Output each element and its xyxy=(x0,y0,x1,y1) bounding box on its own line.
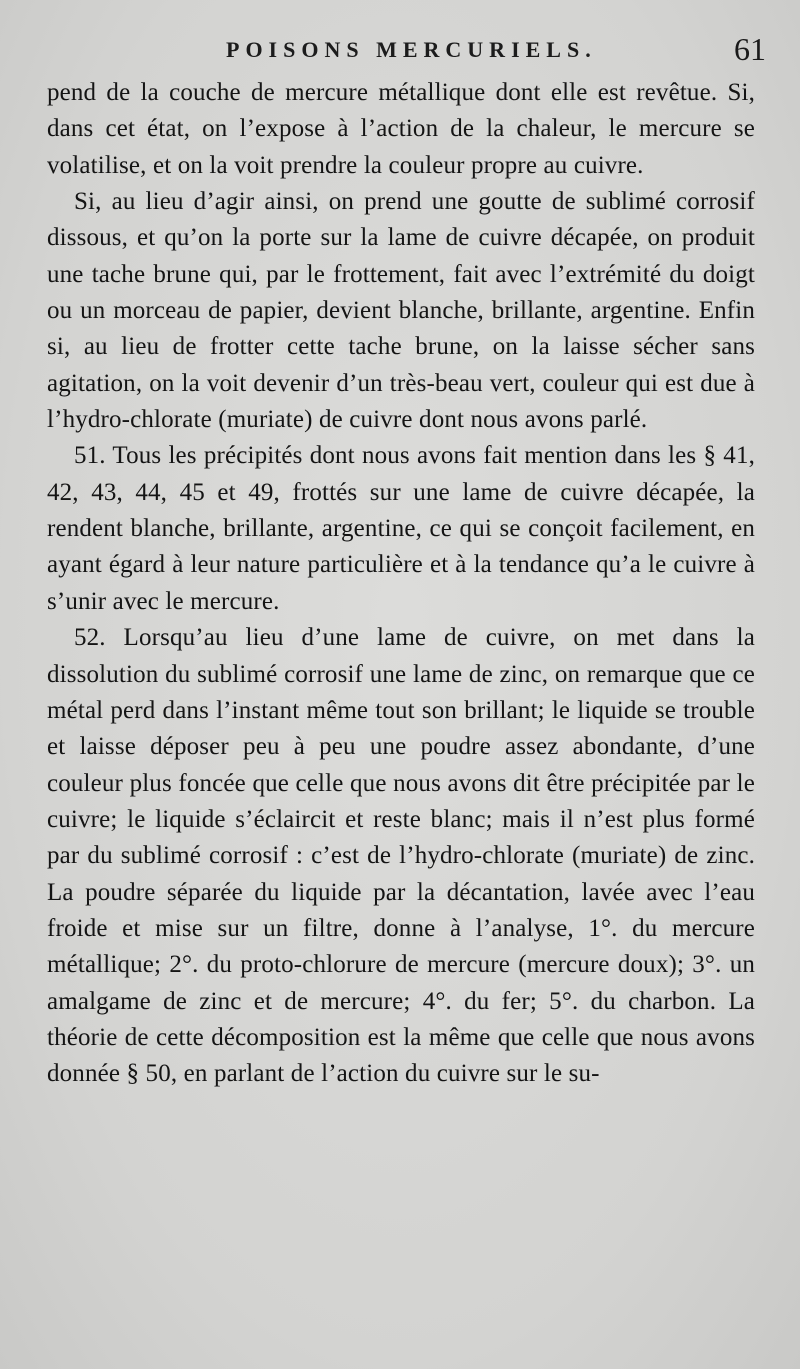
running-head: POISONS MERCURIELS. xyxy=(226,37,597,62)
paragraph-sublime-goutte: Si, au lieu d’agir ainsi, on prend une goutte de sublimé corrosif dissous, et qu’on la porte sur la lame de cuivre décapée, on produit une tache brune qui, par le frottement, fait avec l’extrémité du doigt ou un morceau de papier, devient blanche, brillante, argentine. Enfin si, au lieu de frotter cette tache brune, on la laisse sécher sans agitation, on la voit devenir d’un très-beau vert, couleur qui est due à l’hydro-chlorate (muriate) de cuivre dont nous avons parlé. xyxy=(47,188,755,434)
page-header xyxy=(46,33,766,67)
text-body xyxy=(47,75,755,1093)
paragraph-continuation: pend de la couche de mercure métallique dont elle est revêtue. Si, dans cet état, on l’expose à l’action de la chaleur, le mercure se volatilise, et on la voit prendre la couleur propre au cuivre. xyxy=(47,79,755,179)
paragraph-section-52: 52. Lorsqu’au lieu d’une lame de cuivre, on met dans la dissolution du sublimé corrosif une lame de zinc, on remarque que ce métal perd dans l’instant même tout son brillant; le liquide se trouble et laisse déposer peu à peu une poudre assez abondante, d’une couleur plus foncée que celle que nous avons dit être précipitée par le cuivre; le liquide s’éclaircit et reste blanc; mais il n’est plus formé par du sublimé corrosif : c’est de l’hydro-chlorate (muriate) de zinc. La poudre séparée du liquide par la décantation, lavée avec l’eau froide et mise sur un filtre, donne à l’analyse, 1°. du mercure métallique; 2°. du proto-chlorure de mercure (mercure doux); 3°. un amalgame de zinc et de mercure; 4°. du fer; 5°. du charbon. La théorie de cette décomposition est la même que celle que nous avons donnée § 50, en parlant de l’action du cuivre sur le su- xyxy=(47,624,755,1088)
page-number: 61 xyxy=(734,31,766,67)
paragraph-section-51: 51. Tous les précipités dont nous avons fait mention dans les § 41, 42, 43, 44, 45 et 49, frottés sur une lame de cuivre décapée, la rendent blanche, brillante, argentine, ce qui se conçoit facilement, en ayant égard à leur nature particulière et à la tendance qu’a le cuivre à s’unir avec le mercure. xyxy=(47,442,755,615)
